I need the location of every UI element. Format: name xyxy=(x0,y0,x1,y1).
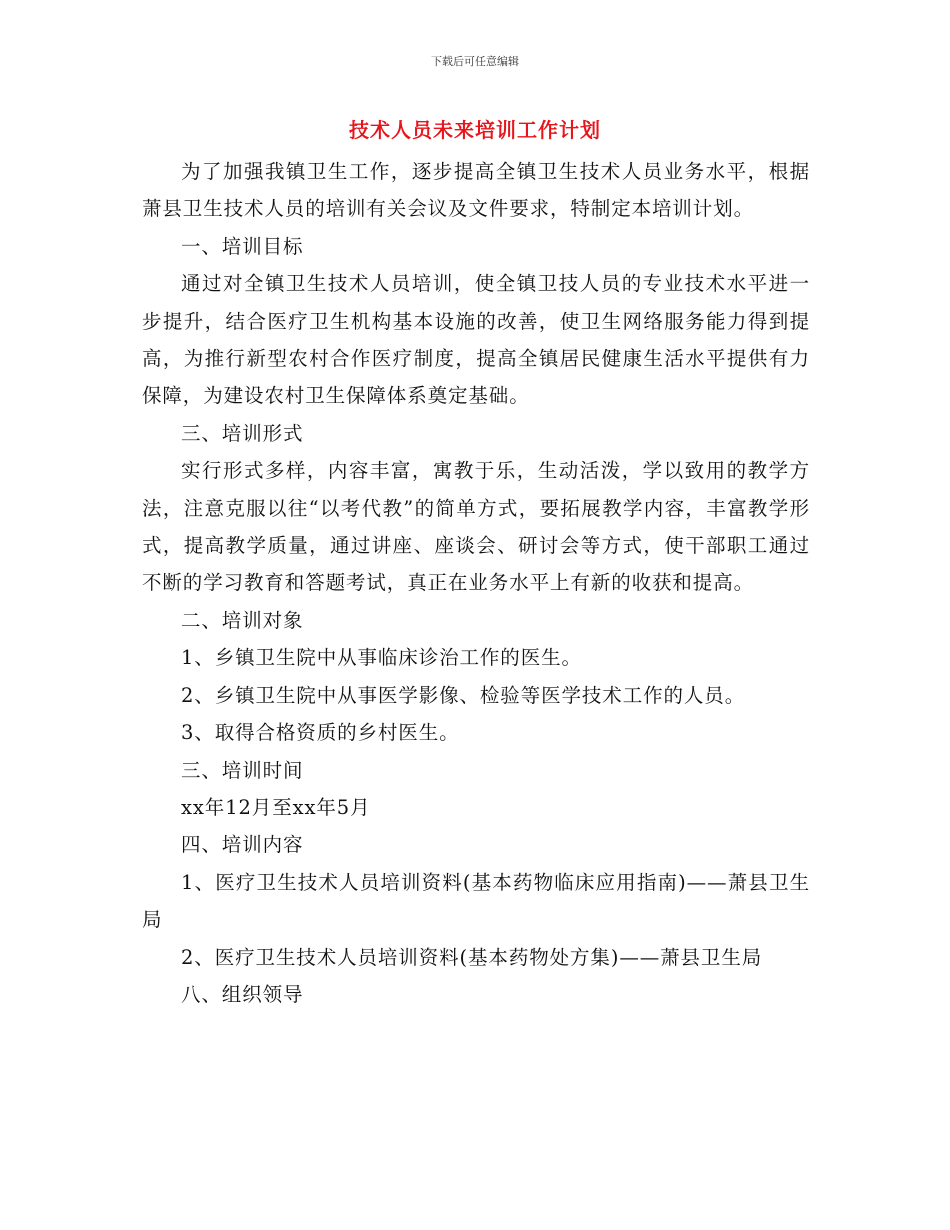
section-heading-leadership: 八、组织领导 xyxy=(181,982,304,1006)
content-item-1: 1、医疗卫生技术人员培训资料(基本药物临床应用指南)——萧县卫生局 xyxy=(142,870,810,932)
section-heading-format: 三、培训形式 xyxy=(181,421,304,445)
header-note: 下载后可任意编辑 xyxy=(431,55,519,68)
target-item-3: 3、取得合格资质的乡村医生。 xyxy=(181,721,460,745)
format-paragraph: 实行形式多样，内容丰富，寓教于乐，生动活泼，学以致用的教学方法，注意克服以往“以考代教”的简单方式，要拓展教学内容，丰富教学形式，提高教学质量，通过讲座、座谈会、研讨会等方式，使干部职工通过不断的学习教育和答题考试，真正在业务水平上有新的收获和提高。 xyxy=(142,459,810,595)
document-body xyxy=(142,153,810,1013)
intro-paragraph: 为了加强我镇卫生工作，逐步提高全镇卫生技术人员业务水平，根据萧县卫生技术人员的培训有关会议及文件要求，特制定本培训计划。 xyxy=(142,160,810,221)
section-heading-content: 四、培训内容 xyxy=(181,833,304,857)
content-item-2: 2、医疗卫生技术人员培训资料(基本药物处方集)——萧县卫生局 xyxy=(181,945,763,969)
section-heading-goals: 一、培训目标 xyxy=(181,234,304,258)
section-heading-time: 三、培训时间 xyxy=(181,758,304,782)
target-item-2: 2、乡镇卫生院中从事医学影像、检验等医学技术工作的人员。 xyxy=(181,683,746,707)
document-title: 技术人员未来培训工作计划 xyxy=(349,118,601,142)
time-paragraph: xx年12月至xx年5月 xyxy=(181,795,371,819)
target-item-1: 1、乡镇卫生院中从事临床诊治工作的医生。 xyxy=(181,646,582,670)
section-heading-targets: 二、培训对象 xyxy=(181,608,304,632)
goals-paragraph: 通过对全镇卫生技术人员培训，使全镇卫技人员的专业技术水平进一步提升，结合医疗卫生机构基本设施的改善，使卫生网络服务能力得到提高，为推行新型农村合作医疗制度，提高全镇居民健康生活水平提供有力保障，为建设农村卫生保障体系奠定基础。 xyxy=(142,272,810,408)
